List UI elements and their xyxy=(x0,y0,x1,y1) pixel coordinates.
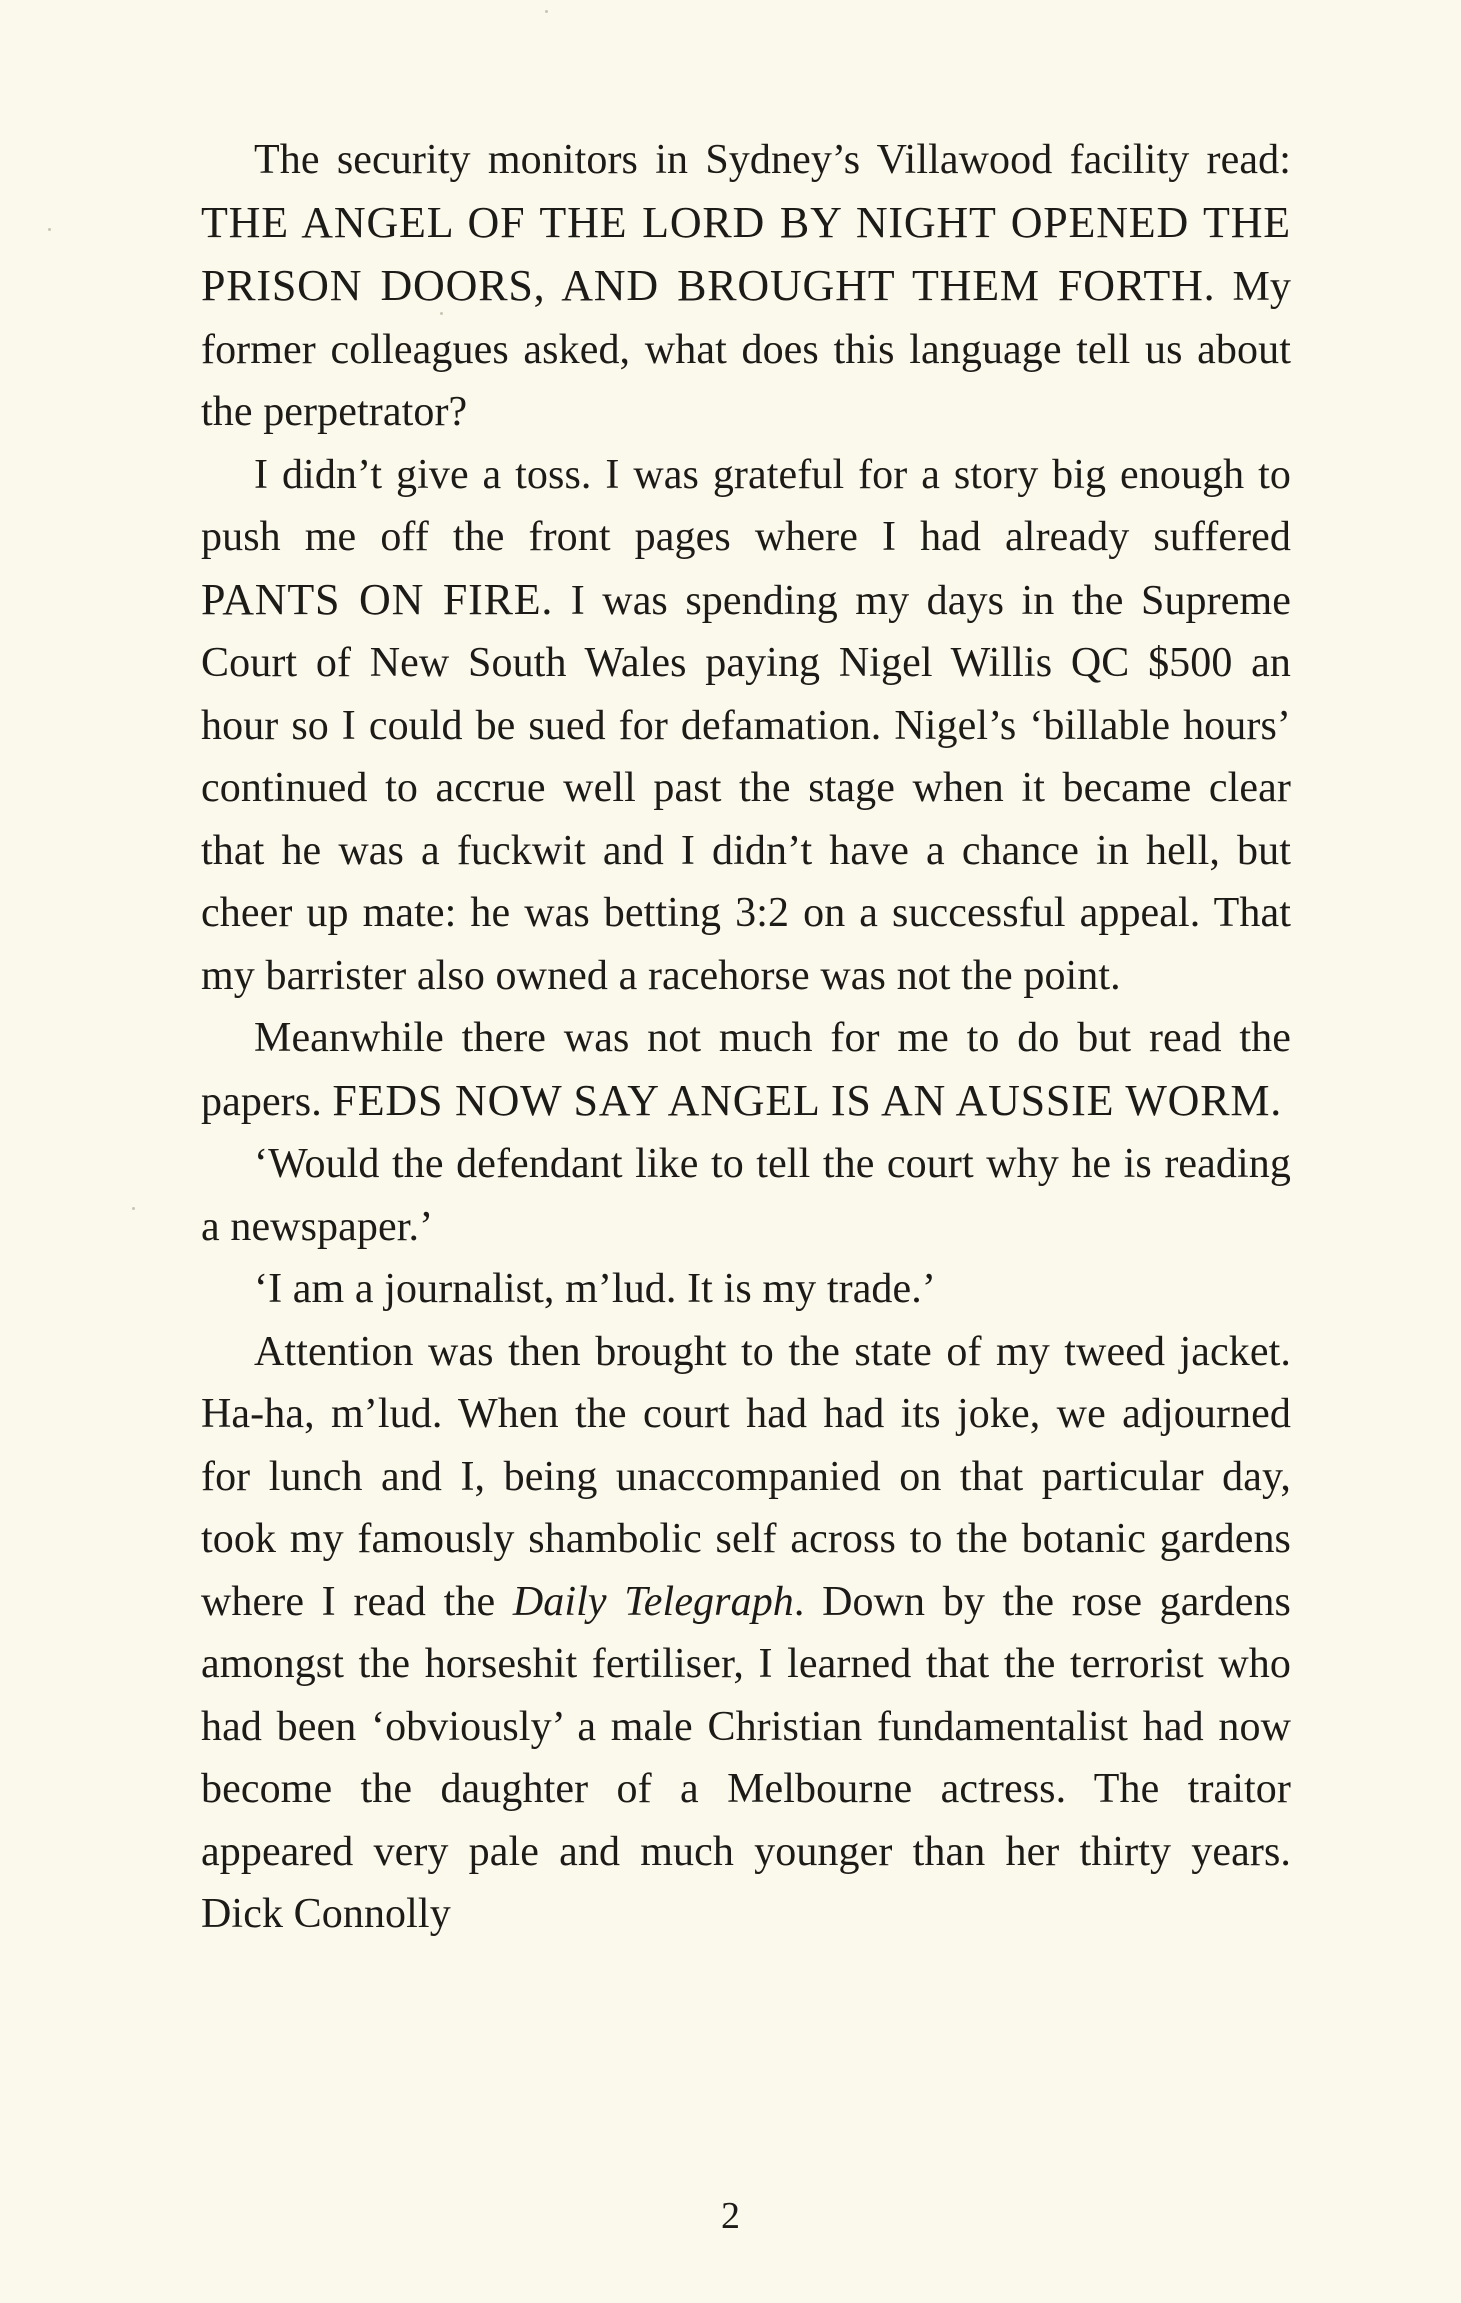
paragraph xyxy=(201,1321,1291,1946)
paragraph xyxy=(201,1007,1291,1133)
text-run: I didn’t give a toss. I was grateful for a story big enough to push me off the front pages where I had already suffered xyxy=(201,451,1291,560)
paper-speck xyxy=(48,228,51,231)
text-run: Meanwhile there was not much for me to do but read the papers. xyxy=(201,1015,1291,1125)
headline-quote: THE ANGEL OF THE LORD BY NIGHT OPENED THE PRISON DOORS, AND BROUGHT THEM FORTH. xyxy=(201,197,1291,310)
paragraph xyxy=(201,1258,1291,1321)
text-run: . Down by the rose gardens amongst the horseshit fertiliser, I learned that the terrorist who had been ‘obviously’ a male Christian fundamentalist had now become the daughter of a Melbourne actress. The traitor appeared very pale and much younger than her thirty years. Dick Connolly xyxy=(201,1578,1291,1937)
page-number: 2 xyxy=(721,2195,740,2237)
text-run: Attention was then brought to the state of my tweed jacket. Ha-ha, m’lud. When the court had had its joke, we adjourned for lunch and I, being unaccompanied on that particular day, took my famously shambolic self across to the botanic gardens where I read the xyxy=(201,1328,1291,1625)
headline-quote: FEDS NOW SAY ANGEL IS AN AUSSIE WORM. xyxy=(332,1075,1283,1125)
paper-speck xyxy=(545,10,548,13)
paragraph xyxy=(201,1133,1291,1258)
paper-speck xyxy=(132,1207,135,1210)
text-run: I was spending my days in the Supreme Court of New South Wales paying Nigel Willis QC $500 an hour so I could be sued for defamation. Nigel’s ‘billable hours’ continued to accrue well past the stage when it became clear that he was a fuckwit and I didn’t have a chance in hell, but cheer up mate: he was betting 3:2 on a successful appeal. That my barrister also owned a racehorse was not the point. xyxy=(201,577,1291,999)
paragraph xyxy=(201,129,1291,444)
italic-title: Daily Telegraph xyxy=(512,1578,794,1625)
text-run: The security monitors in Sydney’s Villawood facility read: xyxy=(254,137,1291,183)
text-run: My former colleagues asked, what does this language tell us about the perpetrator? xyxy=(201,264,1291,435)
text-run: ‘Would the defendant like to tell the court why he is reading a newspaper.’ xyxy=(201,1141,1291,1250)
body-text xyxy=(201,129,1291,1946)
headline-quote: PANTS ON FIRE. xyxy=(201,574,554,624)
paragraph xyxy=(201,444,1291,1008)
text-run: ‘I am a journalist, m’lud. It is my trade.’ xyxy=(254,1266,936,1312)
